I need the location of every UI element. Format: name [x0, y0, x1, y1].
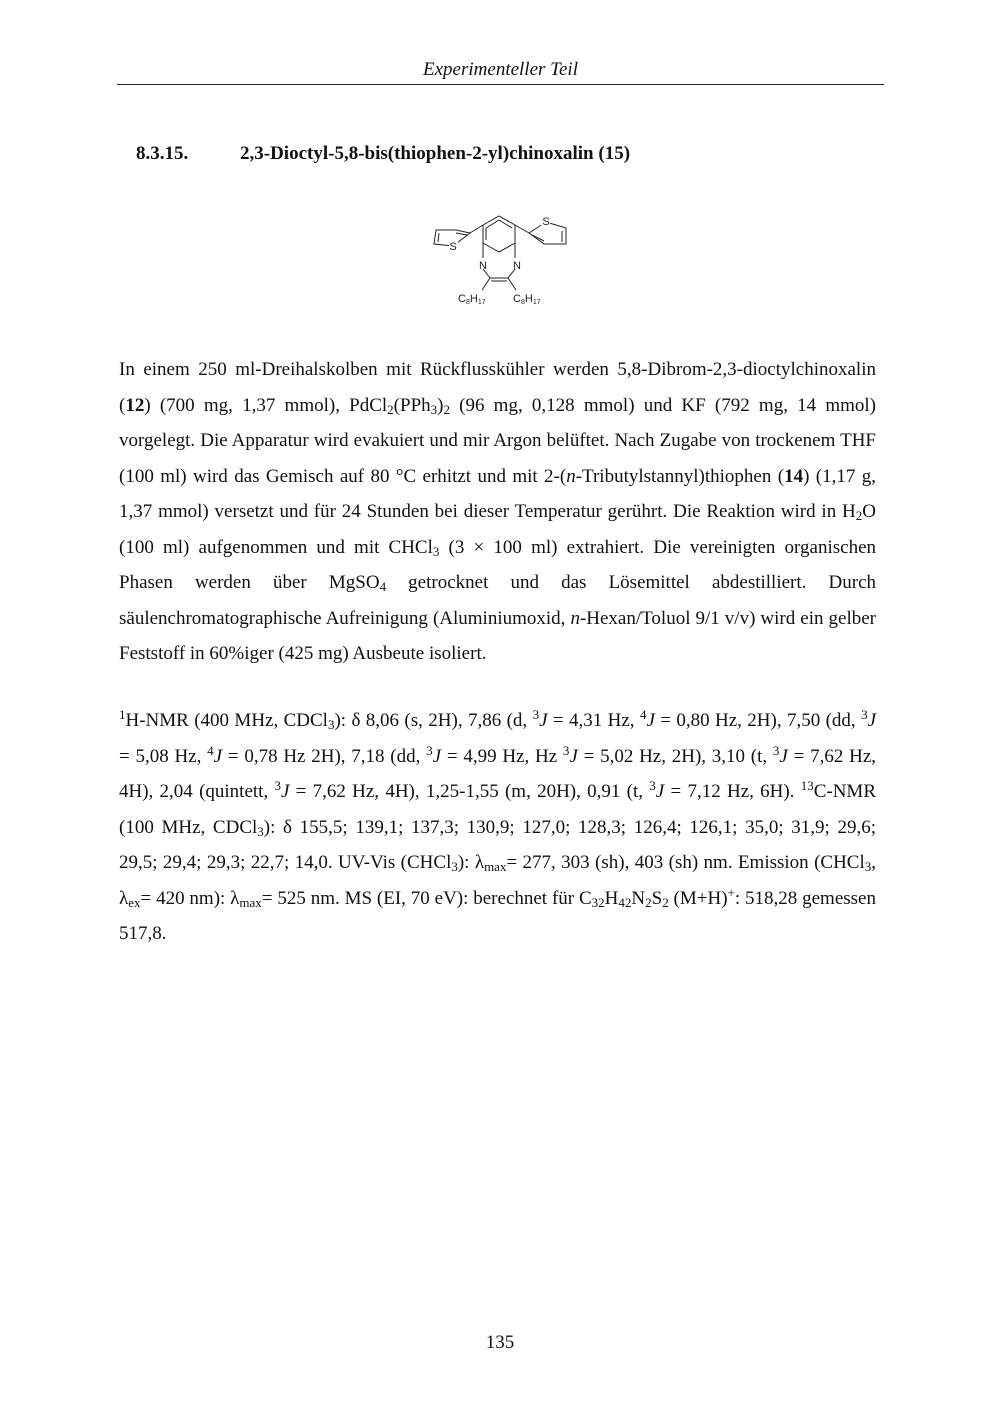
octyl-right: C8H17 [513, 293, 541, 306]
atom-n-left: N [479, 260, 487, 272]
octyl-left: C8H17 [458, 293, 486, 306]
running-head: Experimenteller Teil [423, 59, 578, 80]
section-number: 8.3.15. [136, 143, 189, 164]
procedure-paragraph: In einem 250 ml-Dreihalskolben mit Rückflusskühler werden 5,8-Dibrom-2,3-dioctylchinoxalin (12) (700 mg, 1,37 mmol), $PdCl_2(PPh_3)_2$ (96 mg, 0,128 mmol) und KF (792 mg, 14 mmol) vorgelegt. Die Apparatur wird evakuiert und mir Argon belüftet. Nach Zugabe von trockenem THF (100 ml) wird das Gemisch auf 80 °C erhitzt und mit 2-(n-Tributylstannyl)thiophen (14) (1,17 g, 1,37 mmol) versetzt und für 24 Stunden bei dieser Temperatur gerührt. Die Reaktion wird in $H_2O$ (100 ml) aufgenommen und mit CHCl$_3$ (3 × 100 ml) extrahiert. Die vereinigten organischen Phasen werden über MgSO$_4$ getrocknet und das Lösemittel abdestilliert. Durch säulenchromatographische Aufreinigung (Aluminiumoxid, n-Hexan/Toluol 9/1 v/v) wird ein gelber Feststoff in 60%iger (425 mg) Ausbeute isoliert. [119, 359, 877, 664]
page-number: 135 [485, 1332, 515, 1353]
section-heading [136, 142, 630, 166]
atom-s-left: S [449, 241, 457, 253]
atom-n-right: N [513, 260, 521, 272]
chemical-structure [418, 206, 588, 316]
analytics-paragraph: $^1$H-NMR (400 MHz, CDCl$_3$): δ 8,06 (s, 2H), 7,86 (d, $^3$J = 4,31 Hz, $^4$J = 0,80 Hz, 2H), 7,50 (dd, $^3$J = 5,08 Hz, $^4$J = 0,78 Hz 2H), 7,18 (dd, $^3$J = 4,99 Hz, Hz $^3$J = 5,02 Hz, 2H), 3,10 (t, $^3$J = 7,62 Hz, 4H), 2,04 (quintett, $^3$J = 7,62 Hz, 4H), 1,25-1,55 (m, 20H), 0,91 (t, $^3$J = 7,12 Hz, 6H). $^{13}$C-NMR (100 MHz, CDCl$_3$): δ 155,5; 139,1; 137,3; 130,9; 127,0; 128,3; 126,4; 126,1; 35,0; 31,9; 29,6; 29,5; 29,4; 29,3; 22,7; 14,0. UV-Vis (CHCl$_3$): $\lambda_{max}= 277$, 303 (sh), 403 (sh) nm. Emission (CHCl$_3$, $\lambda_{ex}= 420$ nm): $\lambda_{max}= 525$ nm. MS (EI, 70 eV): berechnet für $C_{32}H_{42}N_2S_2$ (M+H)+: 518,28 gemessen 517,8. [119, 707, 877, 944]
atom-s-right: S [542, 216, 550, 228]
section-title: 2,3-Dioctyl-5,8-bis(thiophen-2-yl)chinoxalin (15) [240, 143, 631, 164]
header-rule [117, 84, 884, 85]
